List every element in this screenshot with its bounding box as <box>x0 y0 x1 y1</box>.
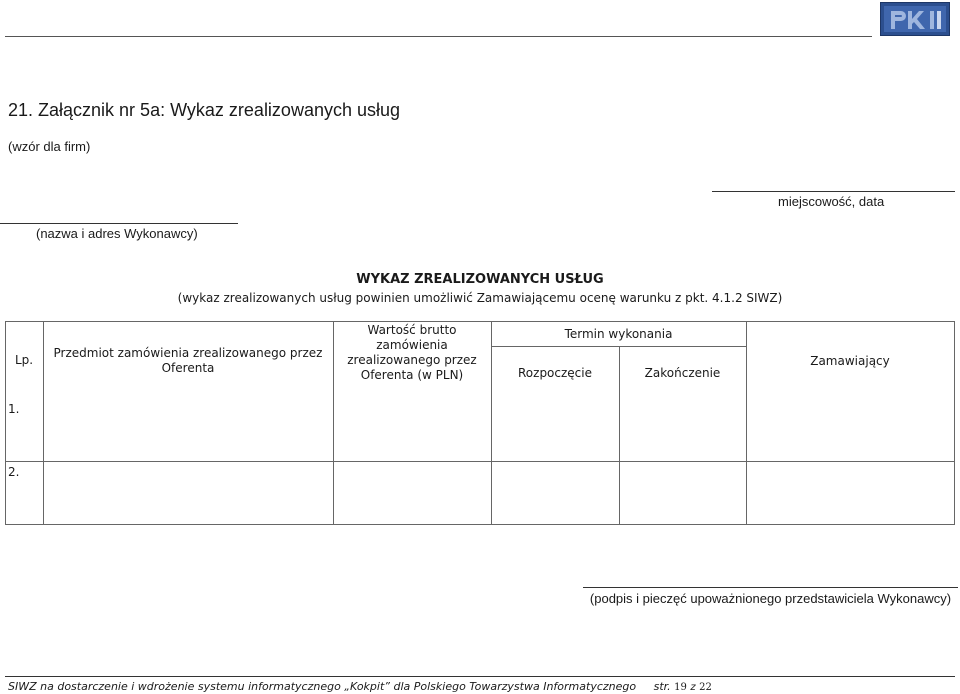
footer-page-of: z <box>690 682 696 693</box>
header-lp: Lp. <box>14 353 34 367</box>
header-start: Rozpoczęcie <box>518 366 592 380</box>
footer-rule <box>5 676 955 677</box>
row-number-1: 1. <box>8 402 20 416</box>
footer-page-total: 22 <box>699 682 712 693</box>
page-footer <box>8 680 712 693</box>
signature-label: (podpis i pieczęć upoważnionego przedstawiciela Wykonawcy) <box>589 591 952 606</box>
contractor-label: (nazwa i adres Wykonawcy) <box>36 226 198 241</box>
col-line-3 <box>491 321 492 525</box>
col-line-1 <box>43 321 44 525</box>
row-number-2: 2. <box>8 465 20 479</box>
document-description: (wykaz zrealizowanych usług powinien umożliwić Zamawiającemu ocenę warunku z pkt. 4.1.2 SIWZ) <box>177 291 783 305</box>
header-value: Wartość brutto zamówienia zrealizowanego przez Oferenta (w PLN) <box>347 323 477 382</box>
table-border-bottom <box>5 524 955 525</box>
pki-logo <box>880 2 950 36</box>
place-date-label: miejscowość, data <box>778 194 885 209</box>
page-subheading: (wzór dla firm) <box>8 139 91 154</box>
place-date-line <box>712 191 955 192</box>
header-term: Termin wykonania <box>564 327 673 341</box>
page-heading: 21. Załącznik nr 5a: Wykaz zrealizowanych usług <box>8 100 401 120</box>
table-row-separator <box>5 461 955 462</box>
signature-line <box>583 587 958 588</box>
document-title: WYKAZ ZREALIZOWANYCH USŁUG <box>356 272 604 287</box>
footer-text: SIWZ na dostarczenie i wdrożenie systemu informatycznego „Kokpit” dla Polskiego Towarzystwa Informatycznego <box>8 680 637 693</box>
header-rule <box>5 36 872 37</box>
col-line-2 <box>333 321 334 525</box>
table-border-right <box>954 321 955 525</box>
footer-page-prefix: str. <box>653 680 671 693</box>
col-line-5 <box>746 321 747 525</box>
table-border-left <box>5 321 6 525</box>
contractor-line <box>0 223 238 224</box>
footer-page-number: 19 <box>674 682 687 693</box>
table-border-top <box>5 321 955 322</box>
header-subject: Przedmiot zamówienia zrealizowanego przez Oferenta <box>53 346 323 375</box>
header-client: Zamawiający <box>810 354 890 368</box>
header-end: Zakończenie <box>644 366 721 380</box>
